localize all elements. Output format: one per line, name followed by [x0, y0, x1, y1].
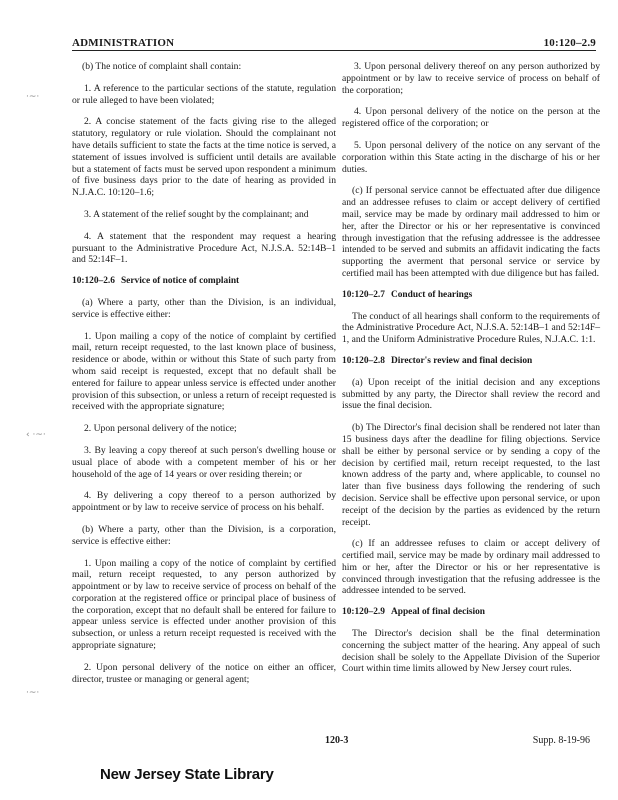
body-paragraph: (a) Upon receipt of the initial decision and any exceptions submitted by any party, the Director shall review the record and issue the final decision.: [342, 376, 600, 412]
left-column: [72, 61, 336, 695]
list-item-paragraph: 2. Upon personal delivery of the notice on either an officer, director, trustee or managing or general agent;: [72, 661, 336, 685]
header-rule-number: 10:120–2.9: [543, 37, 596, 49]
list-item-paragraph: 2. Upon personal delivery of the notice;: [84, 423, 237, 435]
section-heading: [342, 290, 600, 302]
section-number: 10:120–2.7: [342, 289, 385, 300]
page-number: 120-3: [325, 735, 349, 746]
body-paragraph: The Director's decision shall be the final determination concerning the subject matter of the hearing. Any appeal of such decision shall be solely to the Appellate Division of the Superior Court within time limits allowed by New Jersey court rules.: [342, 628, 600, 675]
margin-scribble-1: ·~·: [26, 92, 40, 102]
section-heading: [72, 276, 336, 288]
list-item-paragraph: 1. A reference to the particular sections of the statute, regulation or rule alleged to have been violated;: [72, 82, 336, 106]
list-item-paragraph: 3. A statement of the relief sought by the complainant; and: [84, 208, 309, 220]
right-column: [342, 61, 600, 685]
library-stamp: New Jersey State Library: [100, 766, 274, 783]
body-paragraph: (a) Where a party, other than the Division, is an individual, service is effective either:: [72, 296, 336, 320]
section-number: 10:120–2.8: [342, 355, 385, 366]
running-header: [72, 34, 596, 51]
section-title: Appeal of final decision: [390, 607, 485, 618]
body-paragraph: (c) If an addressee refuses to claim or accept delivery of certified mail, service may be made by ordinary mail addressed to him or her, after the Director or his or her representative is convinced through investigation that the refusing addressee is the addressee intended to be served.: [342, 538, 600, 597]
header-section-title: ADMINISTRATION: [72, 37, 175, 49]
body-paragraph: (b) Where a party, other than the Division, is a corporation, service is effective either:: [72, 523, 336, 547]
section-title: Conduct of hearings: [390, 289, 473, 300]
section-heading: [342, 607, 600, 619]
list-item-paragraph: 5. Upon personal delivery of the notice on any servant of the corporation within this State acting in the discharge of his or her duties.: [342, 139, 600, 175]
body-paragraph: (c) If personal service cannot be effectuated after due diligence and an addressee refuses to claim or accept delivery of certified mail, service may be made by ordinary mail addressed to him or her, after the Director or his or her representative is convinced through investigation that the refusing addressee is the addressee intended to be served and submits an affidavit indicating the facts supporting the averment that personal service or service by certified mail has been attempted with due diligence but has failed.: [342, 185, 600, 279]
supplement-date: Supp. 8-19-96: [532, 735, 590, 746]
section-title: Service of notice of complaint: [120, 276, 240, 287]
section-number: 10:120–2.9: [342, 607, 385, 618]
list-item-paragraph: 2. A concise statement of the facts giving rise to the alleged statutory, regulatory or rule violation. Should the complainant not have details sufficient to state the facts at the time notice is served, a statement of issues involved is sufficient until details are available but a statement of facts must be served upon respondent a minimum of five business days prior to the date of hearing as provided in N.J.A.C. 10:120–1.6;: [72, 116, 336, 199]
list-item-paragraph: 4. Upon personal delivery of the notice on the person at the registered office of the corporation; or: [342, 106, 600, 130]
list-item-paragraph: 3. Upon personal delivery thereof on any person authorized by appointment or by law to receive service of process on behalf of the corporation;: [342, 61, 600, 96]
body-paragraph: (b) The notice of complaint shall contain:: [82, 61, 242, 72]
list-item-paragraph: 1. Upon mailing a copy of the notice of complaint by certified mail, return receipt requested, to any person authorized by appointment or by law to receive service of process on behalf of the corporation at the registered office or principal place of business of the corporation, except that no default shall be entered for failure to appear unless service is effected under another provision of this subsection, or unless a return receipt requested is received with the appropriate signature;: [72, 557, 336, 652]
margin-scribble-2: ‹ ·~·: [26, 430, 46, 440]
list-item-paragraph: 3. By leaving a copy thereof at such person's dwelling house or usual place of abode with a competent member of his or her household of the age of 14 years or over residing therein; or: [72, 444, 336, 480]
list-item-paragraph: 4. By delivering a copy thereof to a person authorized by appointment or by law to receive service of process on his behalf.: [72, 490, 336, 514]
section-heading: [342, 356, 600, 368]
section-number: 10:120–2.6: [72, 276, 115, 287]
body-paragraph: The conduct of all hearings shall conform to the requirements of the Administrative Procedure Act, N.J.S.A. 52:14B–1 and 52:14F–1, and the Uniform Administrative Procedure Rules, N.J.A.C. 1:1.: [342, 310, 600, 346]
body-paragraph: (b) The Director's final decision shall be rendered not later than 15 business days after the deadline for filing objections. Service shall be either by personal service or by sending a copy of the decision by certified mail, return receipt requested, to the last known address of the party and, where applicable, to counsel no later than five business days following the rendering of such decision. Service shall be effective upon personal service, or upon receipt of the decision by the parties as evidenced by the return receipt.: [342, 422, 600, 528]
margin-scribble-3: ·~·: [26, 688, 40, 698]
section-title: Director's review and final decision: [390, 355, 533, 366]
list-item-paragraph: 4. A statement that the respondent may request a hearing pursuant to the Administrative Procedure Act, N.J.S.A. 52:14B–1 and 52:14F–1.: [72, 230, 336, 266]
list-item-paragraph: 1. Upon mailing a copy of the notice of complaint by certified mail, return receipt requested, to the last known place of business, residence or abode, within or without this State of such party from whom said receipt is requested, except that no default shall be entered for failure to appear unless service is effected under another provision of this subsection, or unless a return of receipt requested is received with the appropriate signature;: [72, 330, 336, 413]
